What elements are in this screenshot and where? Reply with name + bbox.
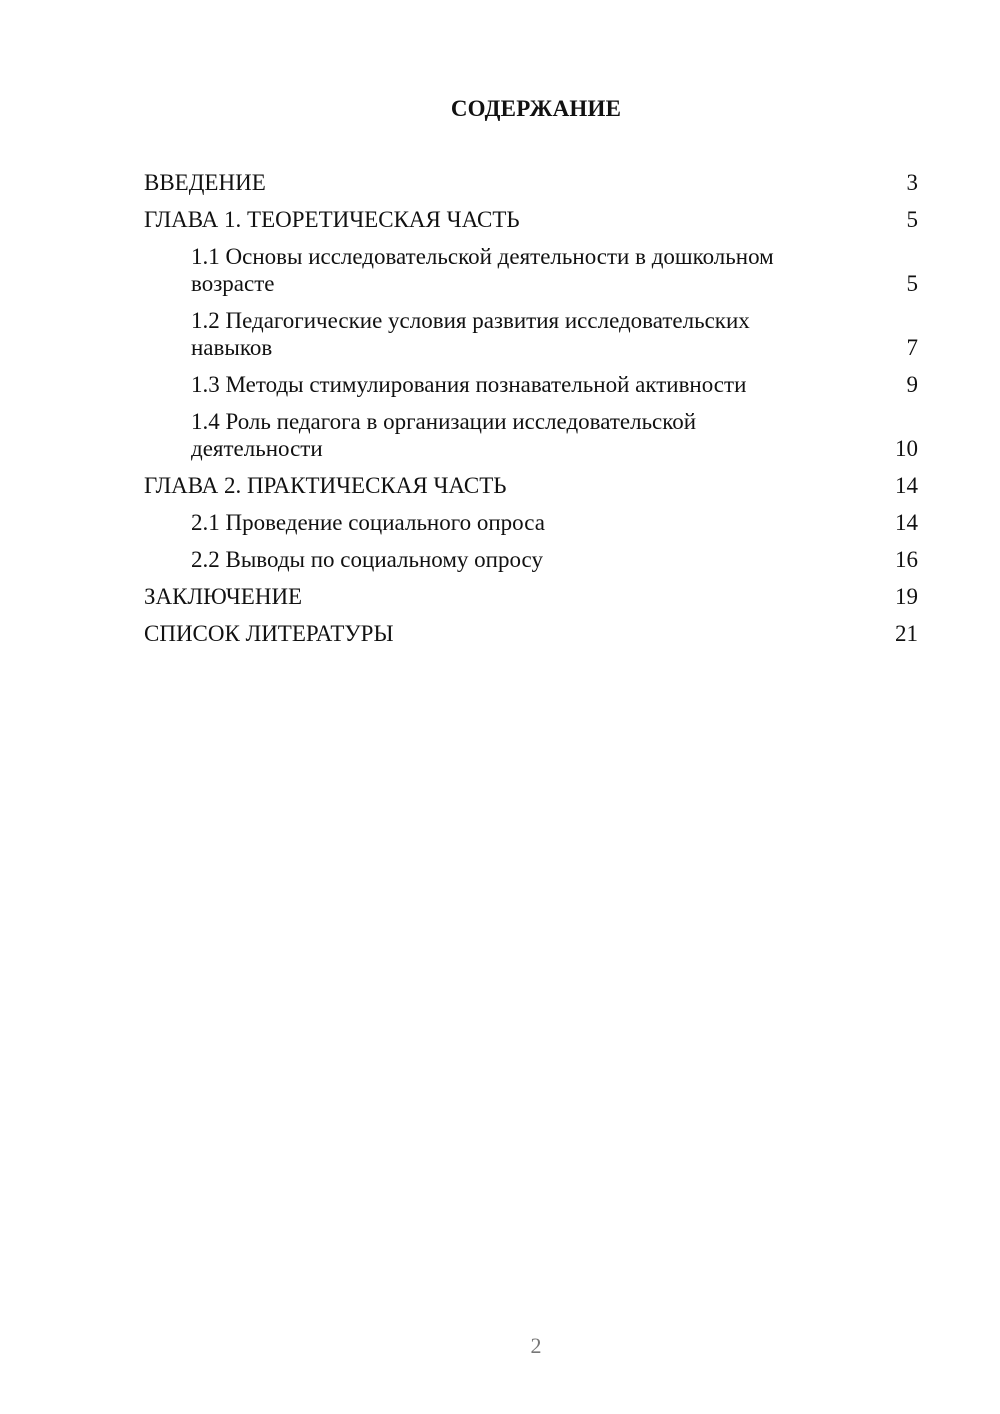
toc-entry-page: 16 bbox=[895, 547, 918, 572]
toc-entry-section-1-2[interactable] bbox=[144, 307, 918, 361]
toc-entry-chapter-2[interactable] bbox=[144, 472, 918, 499]
toc-entry-section-2-2[interactable] bbox=[144, 546, 918, 573]
toc-title: СОДЕРЖАНИЕ bbox=[450, 96, 622, 121]
toc-entry-section-1-3[interactable] bbox=[144, 371, 918, 398]
table-of-contents bbox=[144, 169, 918, 657]
toc-entry-text: 1.4 Роль педагога в организации исследовательской деятельности bbox=[191, 409, 697, 461]
toc-entry-section-1-1[interactable] bbox=[144, 243, 918, 297]
toc-entry-text: 1.2 Педагогические условия развития исследовательских навыков bbox=[191, 308, 750, 360]
toc-entry-page: 9 bbox=[906, 372, 918, 397]
toc-entry-text: 1.1 Основы исследовательской деятельности в дошкольном возрасте bbox=[191, 244, 774, 296]
toc-entry-text: ЗАКЛЮЧЕНИЕ bbox=[144, 584, 303, 609]
toc-entry-text: ВВЕДЕНИЕ bbox=[144, 170, 266, 195]
toc-entry-text: ГЛАВА 2. ПРАКТИЧЕСКАЯ ЧАСТЬ bbox=[144, 473, 507, 498]
toc-entry-section-2-1[interactable] bbox=[144, 509, 918, 536]
toc-entry-page: 14 bbox=[895, 510, 918, 535]
toc-entry-page: 3 bbox=[906, 170, 918, 195]
toc-entry-text: СПИСОК ЛИТЕРАТУРЫ bbox=[144, 621, 394, 646]
toc-entry-page: 5 bbox=[906, 207, 918, 232]
toc-entry-page: 19 bbox=[895, 584, 918, 609]
toc-entry-chapter-1[interactable] bbox=[144, 206, 918, 233]
toc-entry-conclusion[interactable] bbox=[144, 583, 918, 610]
toc-entry-page: 10 bbox=[895, 436, 918, 461]
toc-entry-bibliography[interactable] bbox=[144, 620, 918, 647]
toc-entry-page: 21 bbox=[895, 621, 918, 646]
toc-entry-text: ГЛАВА 1. ТЕОРЕТИЧЕСКАЯ ЧАСТЬ bbox=[144, 207, 520, 232]
toc-entry-introduction[interactable] bbox=[144, 169, 918, 196]
toc-entry-section-1-4[interactable] bbox=[144, 408, 918, 462]
toc-entry-page: 7 bbox=[906, 335, 918, 360]
page-number: 2 bbox=[530, 1333, 542, 1358]
toc-entry-page: 14 bbox=[895, 473, 918, 498]
toc-entry-text: 2.2 Выводы по социальному опросу bbox=[191, 547, 543, 572]
toc-entry-text: 1.3 Методы стимулирования познавательной активности bbox=[191, 372, 747, 397]
toc-entry-page: 5 bbox=[906, 271, 918, 296]
toc-entry-text: 2.1 Проведение социального опроса bbox=[191, 510, 545, 535]
